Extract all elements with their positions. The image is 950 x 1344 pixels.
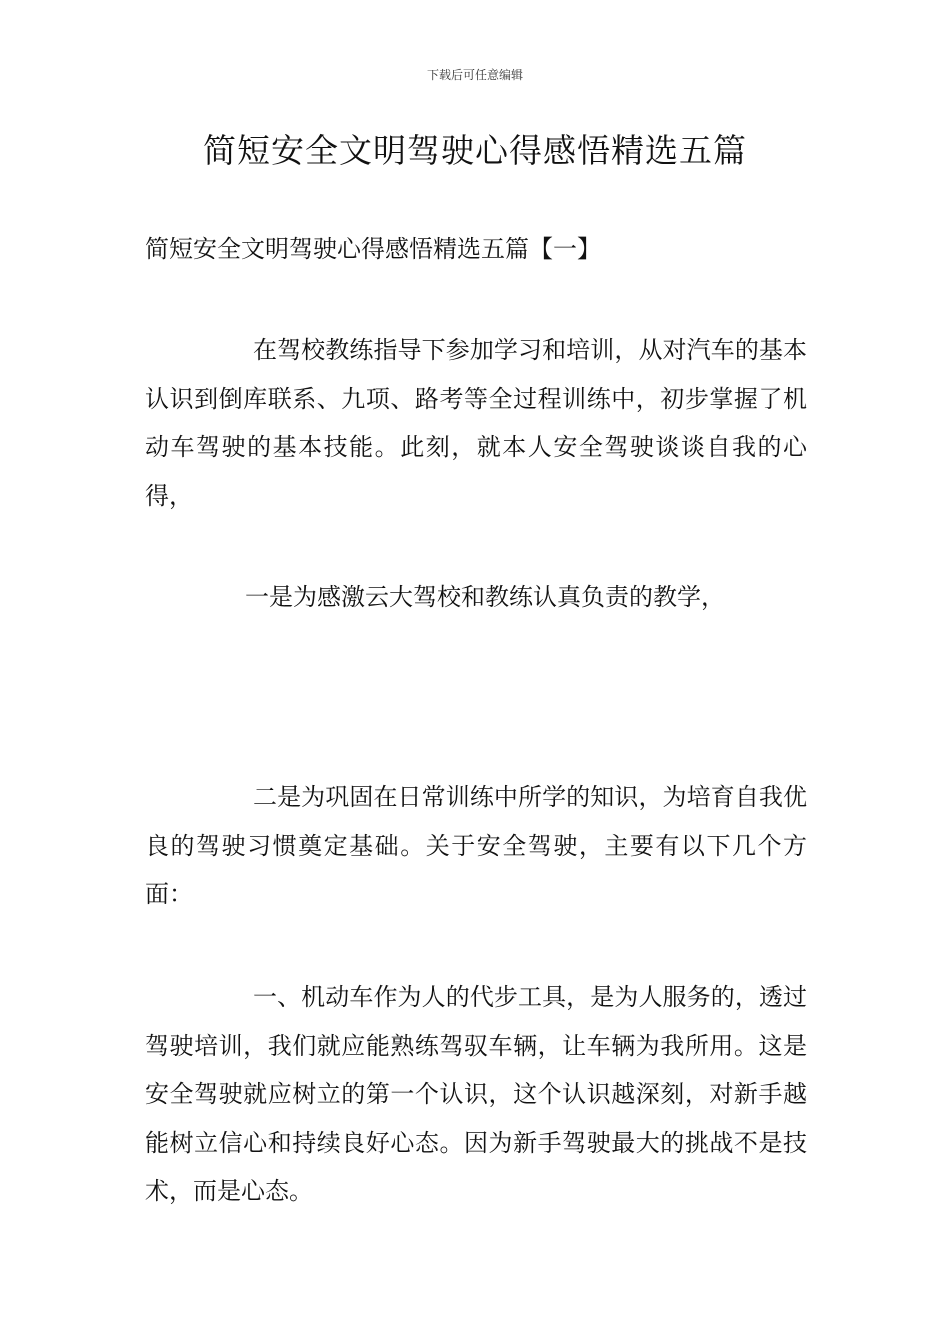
section-heading: 简短安全文明驾驶心得感悟精选五篇【一】 (145, 235, 601, 263)
paragraph-point-one: 一、机动车作为人的代步工具，是为人服务的，透过驾驶培训，我们就应能熟练驾驭车辆，让车辆为我所用。这是安全驾驶就应树立的第一个认识，这个认识越深刻，对新手越能树立信心和持续良好心态。因为新手驾驶最大的挑战不是技术，而是心态。 (145, 983, 807, 1205)
document-title: 简短安全文明驾驶心得感悟精选五篇 (203, 131, 747, 170)
paragraph-reason-two: 二是为巩固在日常训练中所学的知识，为培育自我优良的驾驶习惯奠定基础。关于安全驾驶，主要有以下几个方面： (145, 783, 807, 908)
header-note: 下载后可任意编辑 (426, 68, 523, 82)
paragraph-reason-one: 一是为感激云大驾校和教练认真负责的教学， (245, 583, 725, 611)
paragraph-intro: 在驾校教练指导下参加学习和培训，从对汽车的基本认识到倒库联系、九项、路考等全过程训练中，初步掌握了机动车驾驶的基本技能。此刻，就本人安全驾驶谈谈自我的心得， (145, 336, 807, 510)
